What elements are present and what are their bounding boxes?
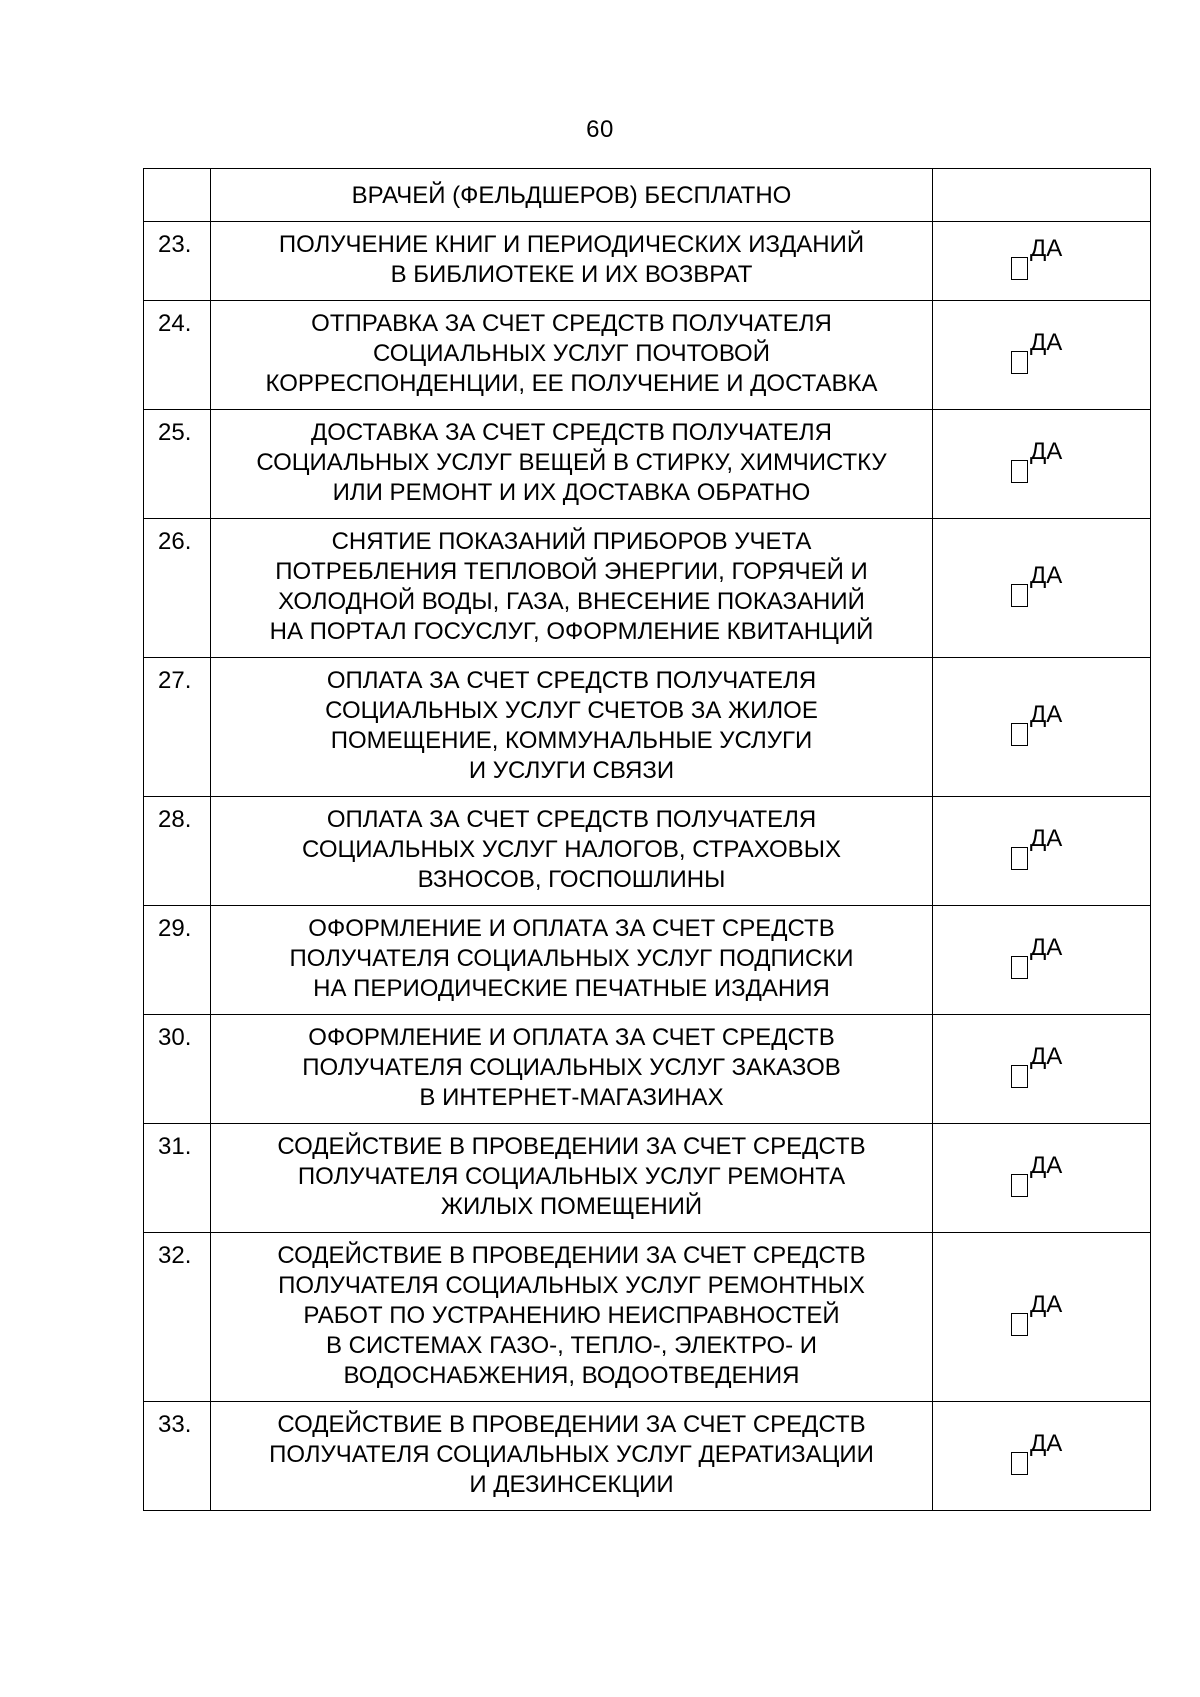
row-number: 25. — [144, 410, 211, 519]
yes-label: ДА — [1030, 1043, 1063, 1070]
row-description-cell — [211, 906, 933, 1015]
row-number: 24. — [144, 301, 211, 410]
row-description: СОДЕЙСТВИЕ В ПРОВЕДЕНИИ ЗА СЧЕТ СРЕДСТВ ПОЛУЧАТЕЛЯ СОЦИАЛЬНЫХ УСЛУГ РЕМОНТА ЖИЛЫХ ПОМЕЩЕНИЙ — [277, 1133, 866, 1220]
table-row — [144, 1402, 1151, 1511]
yes-label: ДА — [1030, 825, 1063, 852]
row-number: 31. — [144, 1124, 211, 1233]
row-answer-cell — [933, 906, 1151, 1015]
yes-checkbox[interactable] — [1011, 1313, 1028, 1336]
table-row — [144, 1015, 1151, 1124]
row-description: ДОСТАВКА ЗА СЧЕТ СРЕДСТВ ПОЛУЧАТЕЛЯ СОЦИАЛЬНЫХ УСЛУГ ВЕЩЕЙ В СТИРКУ, ХИМЧИСТКУ ИЛИ РЕМОНТ И ИХ ДОСТАВКА ОБРАТНО — [256, 419, 887, 506]
row-number: 26. — [144, 519, 211, 658]
row-number: 29. — [144, 906, 211, 1015]
row-description-cell — [211, 222, 933, 301]
row-number-cell — [144, 169, 211, 222]
row-description: ВРАЧЕЙ (ФЕЛЬДШЕРОВ) БЕСПЛАТНО — [351, 182, 792, 209]
row-number: 27. — [144, 658, 211, 797]
row-description: ОФОРМЛЕНИЕ И ОПЛАТА ЗА СЧЕТ СРЕДСТВ ПОЛУЧАТЕЛЯ СОЦИАЛЬНЫХ УСЛУГ ПОДПИСКИ НА ПЕРИОДИЧЕСКИЕ ПЕЧАТНЫЕ ИЗДАНИЯ — [289, 915, 854, 1002]
yes-checkbox[interactable] — [1011, 257, 1028, 280]
yes-label: ДА — [1030, 562, 1063, 589]
yes-checkbox[interactable] — [1011, 1065, 1028, 1088]
row-number: 28. — [144, 797, 211, 906]
services-table — [143, 168, 1151, 1511]
table-row — [144, 519, 1151, 658]
yes-label: ДА — [1030, 934, 1063, 961]
row-answer-cell — [933, 797, 1151, 906]
yes-checkbox[interactable] — [1011, 956, 1028, 979]
row-description: ОТПРАВКА ЗА СЧЕТ СРЕДСТВ ПОЛУЧАТЕЛЯ СОЦИАЛЬНЫХ УСЛУГ ПОЧТОВОЙ КОРРЕСПОНДЕНЦИИ, ЕЕ ПОЛУЧЕНИЕ И ДОСТАВКА — [265, 310, 878, 397]
answer-option — [1011, 1152, 1081, 1204]
yes-checkbox[interactable] — [1011, 351, 1028, 374]
row-answer-cell — [933, 1402, 1151, 1511]
answer-option — [1011, 562, 1081, 614]
row-answer-cell — [933, 1233, 1151, 1402]
answer-option — [1011, 329, 1081, 381]
yes-checkbox[interactable] — [1011, 847, 1028, 870]
row-description-cell — [211, 1015, 933, 1124]
row-answer-cell — [933, 222, 1151, 301]
row-description: ОФОРМЛЕНИЕ И ОПЛАТА ЗА СЧЕТ СРЕДСТВ ПОЛУЧАТЕЛЯ СОЦИАЛЬНЫХ УСЛУГ ЗАКАЗОВ В ИНТЕРНЕТ-МАГАЗИНАХ — [302, 1024, 841, 1111]
row-description-cell — [211, 1233, 933, 1402]
row-description-cell — [211, 410, 933, 519]
yes-label: ДА — [1030, 1291, 1063, 1318]
row-description: СНЯТИЕ ПОКАЗАНИЙ ПРИБОРОВ УЧЕТА ПОТРЕБЛЕНИЯ ТЕПЛОВОЙ ЭНЕРГИИ, ГОРЯЧЕЙ И ХОЛОДНОЙ ВОДЫ, ГАЗА, ВНЕСЕНИЕ ПОКАЗАНИЙ НА ПОРТАЛ ГОСУСЛУГ, ОФОРМЛЕНИЕ КВИТАНЦИЙ — [269, 528, 874, 645]
answer-option — [1011, 701, 1081, 753]
row-answer-cell — [933, 301, 1151, 410]
yes-label: ДА — [1030, 1430, 1063, 1457]
table-row — [144, 1233, 1151, 1402]
table-row-continuation — [144, 169, 1151, 222]
yes-label: ДА — [1030, 438, 1063, 465]
row-description: ПОЛУЧЕНИЕ КНИГ И ПЕРИОДИЧЕСКИХ ИЗДАНИЙ В БИБЛИОТЕКЕ И ИХ ВОЗВРАТ — [278, 231, 865, 288]
table-row — [144, 1124, 1151, 1233]
row-answer-cell — [933, 169, 1151, 222]
row-description-cell — [211, 301, 933, 410]
page-number: 60 — [586, 116, 614, 143]
row-description-cell — [211, 169, 933, 222]
yes-label: ДА — [1030, 235, 1063, 262]
answer-option — [1011, 235, 1081, 287]
row-answer-cell — [933, 1015, 1151, 1124]
row-description: ОПЛАТА ЗА СЧЕТ СРЕДСТВ ПОЛУЧАТЕЛЯ СОЦИАЛЬНЫХ УСЛУГ НАЛОГОВ, СТРАХОВЫХ ВЗНОСОВ, ГОСПОШЛИНЫ — [302, 806, 841, 893]
yes-checkbox[interactable] — [1011, 1452, 1028, 1475]
yes-checkbox[interactable] — [1011, 723, 1028, 746]
row-description: ОПЛАТА ЗА СЧЕТ СРЕДСТВ ПОЛУЧАТЕЛЯ СОЦИАЛЬНЫХ УСЛУГ СЧЕТОВ ЗА ЖИЛОЕ ПОМЕЩЕНИЕ, КОММУНАЛЬНЫЕ УСЛУГИ И УСЛУГИ СВЯЗИ — [325, 667, 818, 784]
answer-option — [1011, 825, 1081, 877]
yes-label: ДА — [1030, 701, 1063, 728]
row-description: СОДЕЙСТВИЕ В ПРОВЕДЕНИИ ЗА СЧЕТ СРЕДСТВ ПОЛУЧАТЕЛЯ СОЦИАЛЬНЫХ УСЛУГ РЕМОНТНЫХ РАБОТ ПО УСТРАНЕНИЮ НЕИСПРАВНОСТЕЙ В СИСТЕМАХ ГАЗО-, ТЕПЛО-, ЭЛЕКТРО- И ВОДОСНАБЖЕНИЯ, ВОДООТВЕДЕНИЯ — [277, 1242, 866, 1389]
yes-checkbox[interactable] — [1011, 460, 1028, 483]
table-row — [144, 301, 1151, 410]
row-answer-cell — [933, 658, 1151, 797]
row-description-cell — [211, 1402, 933, 1511]
row-number: 23. — [144, 222, 211, 301]
yes-checkbox[interactable] — [1011, 1174, 1028, 1197]
table-row — [144, 658, 1151, 797]
row-description: СОДЕЙСТВИЕ В ПРОВЕДЕНИИ ЗА СЧЕТ СРЕДСТВ ПОЛУЧАТЕЛЯ СОЦИАЛЬНЫХ УСЛУГ ДЕРАТИЗАЦИИ И ДЕЗИНСЕКЦИИ — [269, 1411, 874, 1498]
row-description-cell — [211, 797, 933, 906]
row-number: 32. — [144, 1233, 211, 1402]
answer-option — [1011, 934, 1081, 986]
yes-checkbox[interactable] — [1011, 584, 1028, 607]
services-table-body — [144, 169, 1151, 1511]
table-row — [144, 797, 1151, 906]
row-description-cell — [211, 1124, 933, 1233]
row-description-cell — [211, 519, 933, 658]
row-number: 30. — [144, 1015, 211, 1124]
answer-option — [1011, 1430, 1081, 1482]
answer-option — [1011, 1043, 1081, 1095]
table-row — [144, 410, 1151, 519]
table-row — [144, 906, 1151, 1015]
table-row — [144, 222, 1151, 301]
row-answer-cell — [933, 410, 1151, 519]
row-number: 33. — [144, 1402, 211, 1511]
yes-label: ДА — [1030, 1152, 1063, 1179]
row-answer-cell — [933, 519, 1151, 658]
row-description-cell — [211, 658, 933, 797]
row-answer-cell — [933, 1124, 1151, 1233]
answer-option — [1011, 438, 1081, 490]
yes-label: ДА — [1030, 329, 1063, 356]
answer-option — [1011, 1291, 1081, 1343]
